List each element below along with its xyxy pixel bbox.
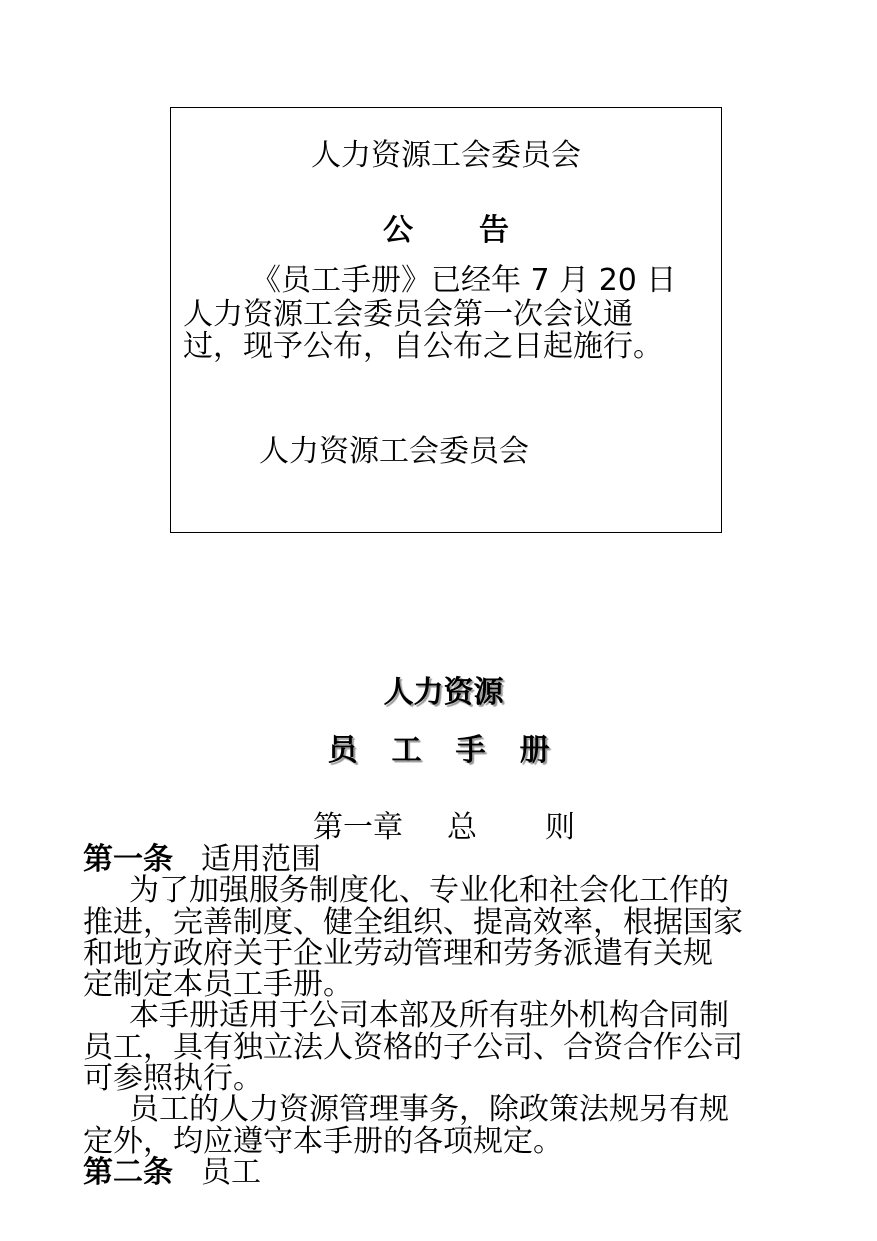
paragraph-line: 定制定本员工手册。	[83, 967, 353, 1003]
article-number: 第一条	[83, 842, 173, 877]
article-title: 员工	[201, 1154, 261, 1190]
article-heading	[83, 1154, 813, 1190]
handbook-title-char: 工	[391, 733, 422, 768]
announcement-title	[171, 213, 721, 249]
chapter-name-char: 则	[545, 810, 575, 845]
handbook-title-line1: 人力资源	[383, 675, 504, 710]
chapter-label: 第一章	[313, 810, 403, 845]
paragraph-line: 本手册适用于公司本部及所有驻外机构合同制	[129, 998, 729, 1034]
paragraph-line: 员工，具有独立法人资格的子公司、合资合作公司	[83, 1029, 743, 1065]
announcement-body-line: 过，现予公布，自公布之日起施行。	[183, 329, 663, 364]
article-title: 适用范围	[201, 842, 321, 877]
announcement-title-char-2: 告	[479, 213, 509, 248]
handbook-title-char: 手	[455, 733, 486, 768]
handbook-title-char: 册	[519, 733, 550, 768]
handbook-title-char: 员	[327, 733, 358, 768]
paragraph-line: 和地方政府关于企业劳动管理和劳务派遣有关规	[83, 935, 713, 971]
paragraph-line: 推进，完善制度、健全组织、提高效率，根据国家	[83, 904, 743, 940]
announcement-organization: 人力资源工会委员会	[311, 138, 581, 173]
paragraph-line: 为了加强服务制度化、专业化和社会化工作的	[129, 873, 729, 909]
announcement-body-line: 《员工手册》已经年 7 月 20 日	[251, 263, 677, 298]
announcement-signature: 人力资源工会委员会	[259, 434, 529, 469]
paragraph-line: 员工的人力资源管理事务，除政策法规另有规	[129, 1092, 729, 1128]
handbook-content	[83, 844, 813, 1188]
handbook-title-line2	[0, 731, 877, 771]
paragraph-line: 可参照执行。	[83, 1061, 263, 1097]
announcement-box	[170, 107, 722, 533]
article-heading	[83, 844, 813, 875]
chapter-heading	[313, 810, 575, 846]
article-number: 第二条	[83, 1154, 173, 1190]
announcement-title-char-1: 公	[383, 213, 413, 248]
announcement-body-line: 人力资源工会委员会第一次会议通	[183, 297, 633, 332]
chapter-name-char: 总	[447, 810, 477, 845]
paragraph-line: 定外，均应遵守本手册的各项规定。	[83, 1123, 563, 1159]
